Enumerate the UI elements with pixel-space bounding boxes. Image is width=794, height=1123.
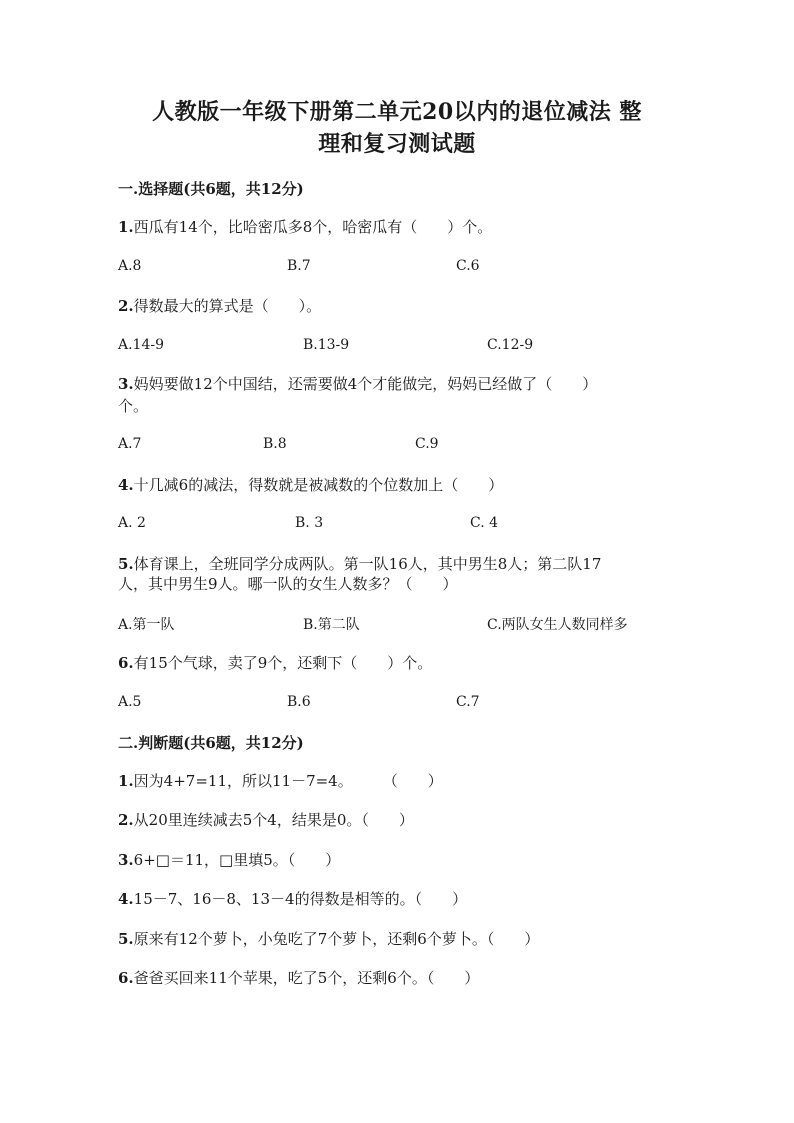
judgment-question-1 [118,771,678,791]
option-b[interactable]: B.6 [287,694,311,710]
question-text: 十几减6的减法，得数就是被减数的个位数加上（ ） [133,476,504,494]
question-text: 西瓜有14个，比哈密瓜多8个，哈密瓜有（ ）个。 [133,218,493,236]
option-b[interactable]: B. 3 [295,515,324,531]
option-b[interactable]: B.7 [287,258,311,274]
option-a[interactable]: A.14-9 [118,337,165,353]
judgment-question-4 [118,889,678,909]
option-a[interactable]: A.5 [118,694,142,710]
page-title-line-1: 人教版一年级下册第二单元20以内的退位减法 整 [152,99,642,125]
option-a[interactable]: A.7 [118,436,142,452]
option-a[interactable]: A.8 [118,258,142,274]
question-number: 3. [118,851,134,869]
question-5-continued: 人，其中男生9人。哪一队的女生人数多？（ ） [118,575,458,593]
question-5 [118,554,678,574]
option-c[interactable]: C.9 [415,436,439,452]
question-6 [118,653,678,673]
judgment-question-6 [118,968,678,988]
section-heading-choice: 一.选择题(共6题，共12分) [118,180,304,198]
question-number: 3. [118,375,134,393]
question-text: 体育课上，全班同学分成两队。第一队16人，其中男生8人；第二队17 [133,555,602,573]
question-3 [118,374,678,394]
question-number: 1. [118,772,134,790]
question-text: 原来有12个萝卜，小兔吃了7个萝卜，还剩6个萝卜。（ ） [133,930,540,948]
question-number: 1. [118,218,134,236]
option-c[interactable]: C.12-9 [487,337,534,353]
option-b[interactable]: B.13-9 [303,337,350,353]
question-1 [118,217,678,237]
question-2 [118,296,678,316]
question-3-continued: 个。 [118,397,149,415]
section-heading-judgment: 二.判断题(共6题，共12分) [118,734,304,752]
question-text: 妈妈要做12个中国结，还需要做4个才能做完，妈妈已经做了（ ） [133,375,598,393]
question-text: 15－7、16－8、13－4的得数是相等的。（ ） [133,890,468,908]
question-text: 因为4+7=11，所以11－7=4。 （ ） [133,772,443,790]
option-c[interactable]: C.两队女生人数同样多 [487,617,628,633]
option-c[interactable]: C.7 [456,694,480,710]
question-number: 4. [118,890,134,908]
question-number: 6. [118,969,134,987]
option-c[interactable]: C. 4 [470,515,499,531]
question-4 [118,475,678,495]
option-c[interactable]: C.6 [456,258,480,274]
question-text: 爸爸买回来11个苹果，吃了5个，还剩6个。（ ） [133,969,480,987]
option-a[interactable]: A. 2 [118,515,146,531]
page-title-line-2: 理和复习测试题 [318,131,476,157]
question-number: 5. [118,555,134,573]
question-number: 4. [118,476,134,494]
judgment-question-3 [118,850,678,870]
judgment-question-5 [118,929,678,949]
question-number: 5. [118,930,134,948]
option-b[interactable]: B.8 [263,436,287,452]
question-text: 得数最大的算式是（ ）。 [133,297,322,315]
question-number: 2. [118,811,134,829]
question-text: 从20里连续减去5个4，结果是0。（ ） [133,811,414,829]
question-text: 6+□＝11，□里填5。（ ） [133,851,341,869]
question-number: 6. [118,654,134,672]
judgment-question-2 [118,810,678,830]
question-text: 有15个气球，卖了9个，还剩下（ ）个。 [133,654,433,672]
option-a[interactable]: A.第一队 [118,617,175,633]
option-b[interactable]: B.第二队 [303,617,360,633]
question-number: 2. [118,297,134,315]
